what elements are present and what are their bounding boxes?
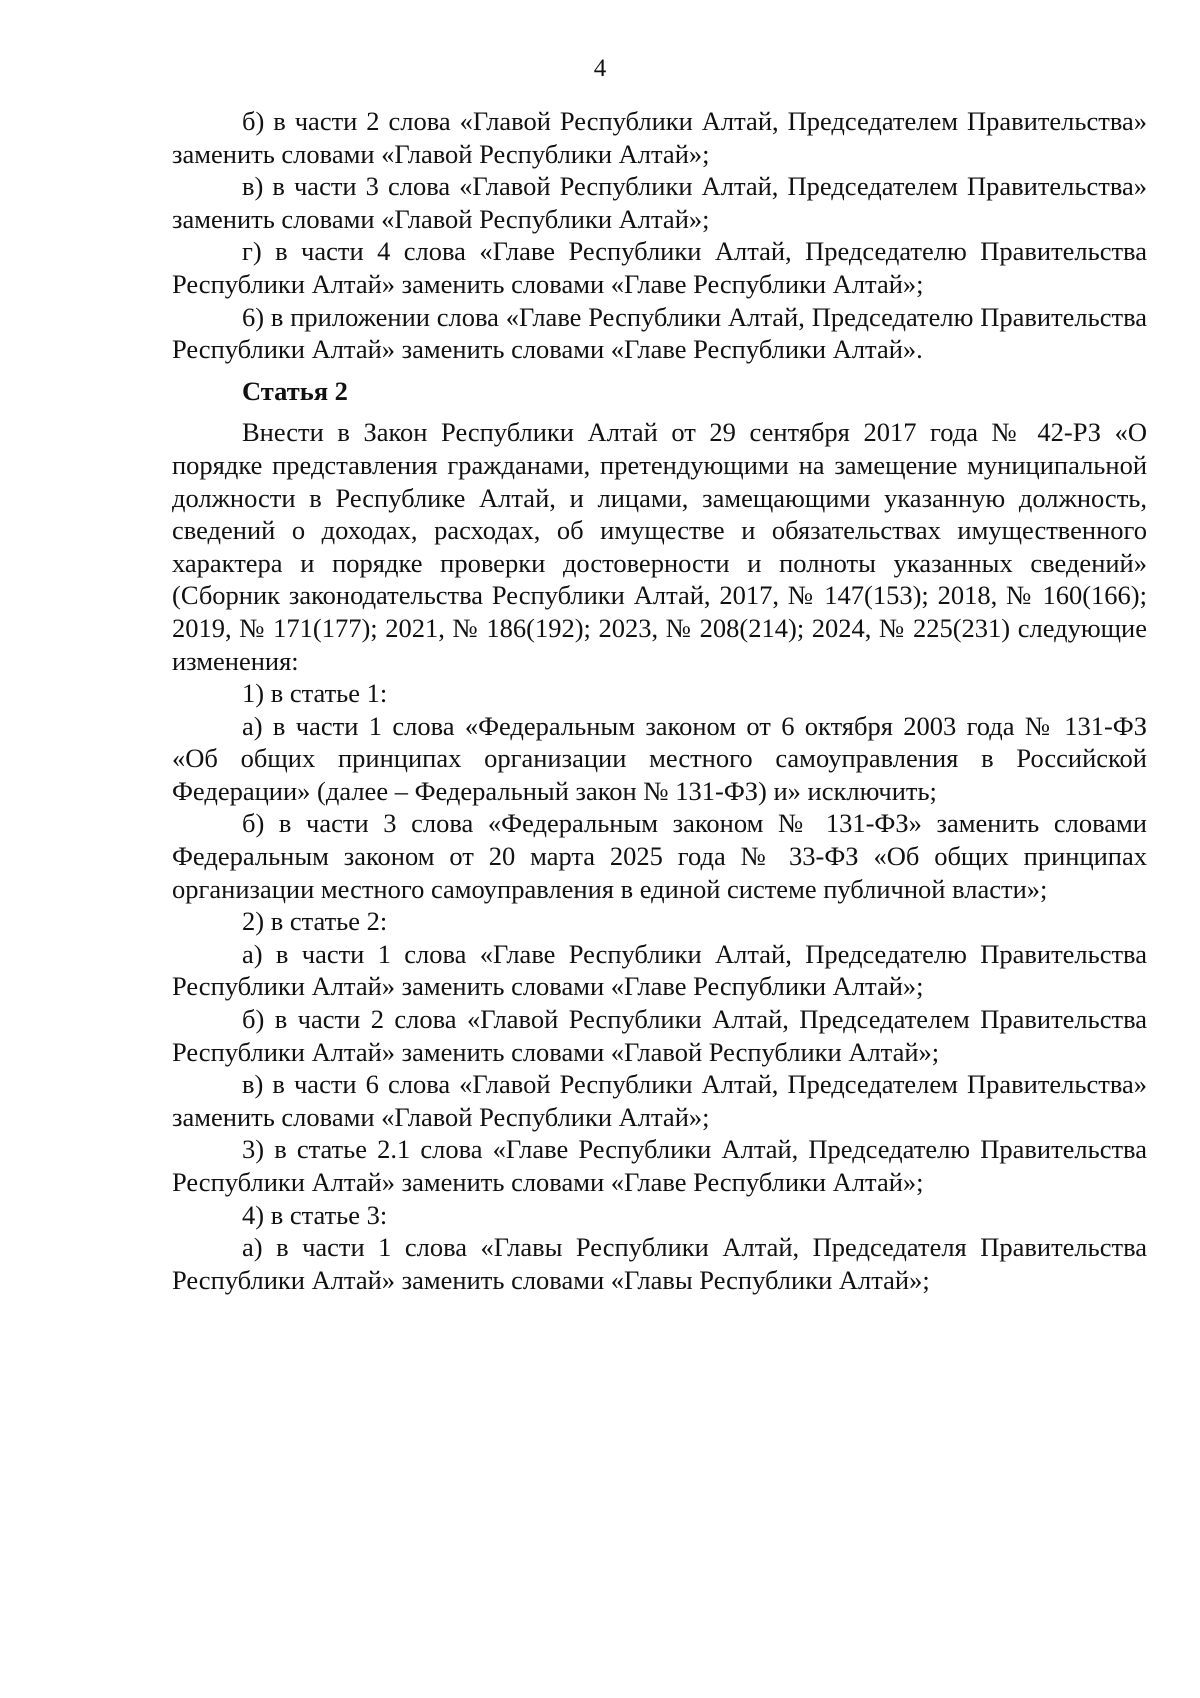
item-1b-part-3: б) в части 3 слова «Федеральным законом № 131-ФЗ» заменить словами Федеральным законом от 20 марта 2025 года № 33-ФЗ «Об общих принципах организации местного самоуправления в единой системе публичной власти»; — [172, 808, 1147, 904]
item-2-article-2: 2) в статье 2: — [242, 906, 388, 937]
item-1a-part-1: а) в части 1 слова «Федеральным законом от 6 октября 2003 года № 131-ФЗ «Об общих принципах организации местного самоуправления в Российской Федерации» (далее – Федеральный закон № 131-ФЗ) и» исключить; — [172, 710, 1147, 806]
article-2-heading: Статья 2 — [242, 375, 348, 406]
article-2-intro: Внести в Закон Республики Алтай от 29 сентября 2017 года № 42-РЗ «О порядке представления гражданами, претендующими на замещение муниципальной должности в Республике Алтай, и лицами, замещающими указанную должность, сведений о доходах, расходах, об имуществе и обязательствах имущественного характера и порядке проверки достоверности и полноты указанных сведений» (Сборник законодательства Республики Алтай, 2017, № 147(153); 2018, № 160(166); 2019, № 171(177); 2021, № 186(192); 2023, № 208(214); 2024, № 225(231) следующие изменения: — [172, 417, 1147, 676]
paragraph-v-part-3: в) в части 3 слова «Главой Республики Алтай, Председателем Правительства» заменить словами «Главой Республики Алтай»; — [172, 171, 1147, 234]
item-2a-part-1: а) в части 1 слова «Главе Республики Алтай, Председателю Правительства Республики Алтай» заменить словами «Главе Республики Алтай»; — [172, 938, 1147, 1002]
item-2v-part-6: в) в части 6 слова «Главой Республики Алтай, Председателем Правительства» заменить словами «Главой Республики Алтай»; — [172, 1069, 1147, 1132]
paragraph-g-part-4: г) в части 4 слова «Главе Республики Алтай, Председателю Правительства Республики Алтай» заменить словами «Главе Республики Алтай»; — [172, 236, 1147, 299]
item-4a-part-1: а) в части 1 слова «Главы Республики Алтай, Председателя Правительства Республики Алтай» заменить словами «Главы Республики Алтай»; — [172, 1232, 1147, 1295]
item-4-article-3: 4) в статье 3: — [242, 1199, 388, 1230]
document-body — [172, 105, 1147, 1296]
item-2b-part-2: б) в части 2 слова «Главой Республики Алтай, Председателем Правительства Республики Алтай» заменить словами «Главой Республики Алтай»; — [172, 1004, 1147, 1067]
item-3-article-2-1: 3) в статье 2.1 слова «Главе Республики Алтай, Председателю Правительства Республики Алтай» заменить словами «Главе Республики Алтай»; — [172, 1134, 1147, 1197]
paragraph-b-part-2: б) в части 2 слова «Главой Республики Алтай, Председателем Правительства» заменить словами «Главой Республики Алтай»; — [172, 106, 1147, 169]
item-1-article-1: 1) в статье 1: — [242, 678, 388, 709]
paragraph-6-appendix: 6) в приложении слова «Главе Республики Алтай, Председателю Правительства Республики Алтай» заменить словами «Главе Республики Алтай». — [172, 301, 1147, 365]
page-number: 4 — [593, 55, 607, 82]
